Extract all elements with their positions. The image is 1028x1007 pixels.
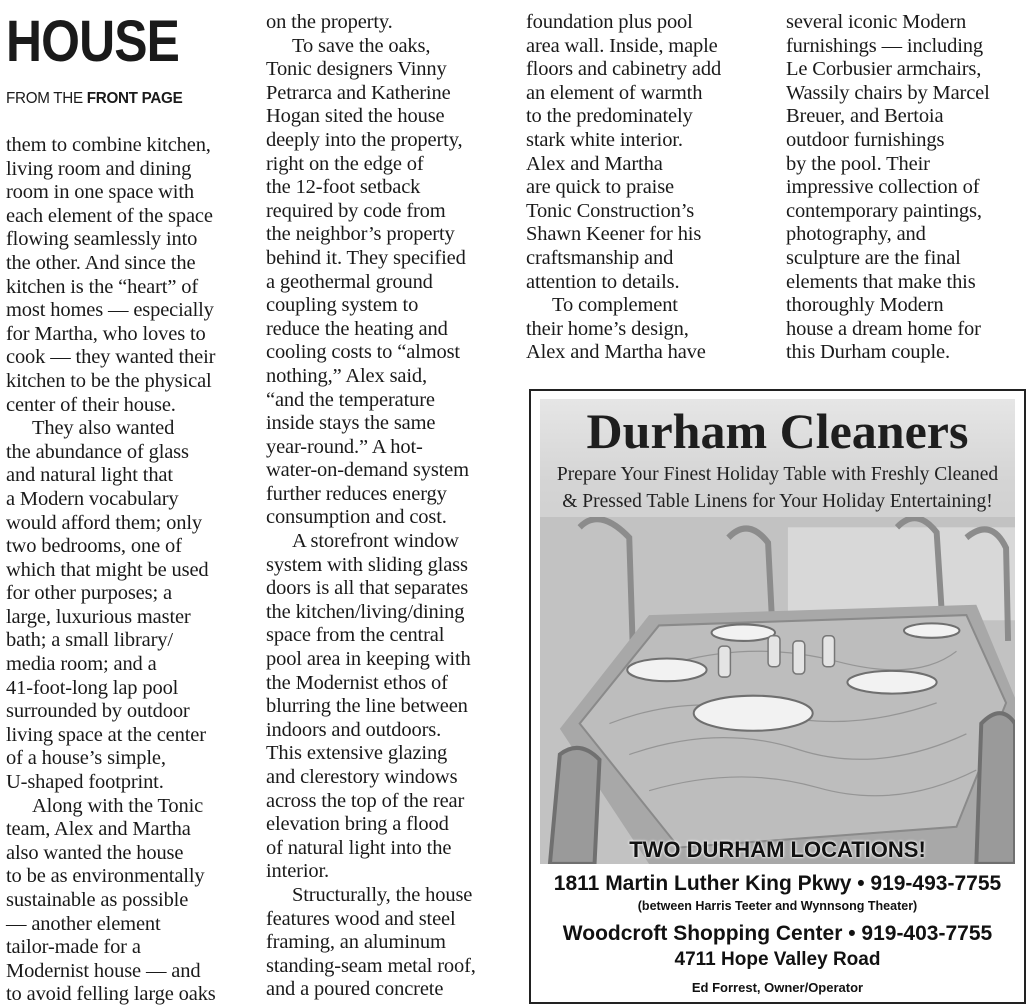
article-text-line: Tonic Construction’s xyxy=(526,199,695,222)
article-text-line: and clerestory windows xyxy=(266,766,458,788)
article-text-line: blurring the line between xyxy=(266,695,468,718)
article-text-line: the kitchen/living/dining xyxy=(266,600,465,623)
article-text-line: media room; and a xyxy=(6,653,157,676)
article-text-line: consumption and cost. xyxy=(266,506,447,529)
article-text-line: — another element xyxy=(6,912,161,935)
ad-owner: Ed Forrest, Owner/Operator xyxy=(691,980,864,995)
article-text-line: 41-foot-long lap pool xyxy=(6,676,179,699)
article-text-line: This extensive glazing xyxy=(266,742,448,765)
article-text-line: to the predominately xyxy=(526,105,693,128)
ad-location-2: Woodcroft Shopping Center • 919-403-7755 xyxy=(562,922,993,945)
article-text-line: of natural light into the xyxy=(266,836,452,859)
article-text-line: water-on-demand system xyxy=(266,459,469,482)
article-text-line: furnishings — including xyxy=(786,34,983,57)
article-text-line: the neighbor’s property xyxy=(266,223,455,246)
article-text-line: Tonic designers Vinny xyxy=(266,58,447,81)
jump-source: FRONT PAGE xyxy=(86,90,183,107)
article-text-line: the 12-foot setback xyxy=(266,176,421,199)
dining-table-illustration xyxy=(540,517,1015,864)
jump-prefix: FROM THE xyxy=(6,90,87,107)
article-text-line: system with sliding glass xyxy=(266,553,468,576)
article-text-line: house a dream home for xyxy=(786,317,981,340)
ad-title: Durham Cleaners xyxy=(586,403,969,459)
article-text-line: space from the central xyxy=(266,624,445,647)
article-text-line: deeply into the property, xyxy=(266,128,463,151)
article-text-line: by the pool. Their xyxy=(786,152,930,175)
article-text-line: “and the temperature xyxy=(266,388,435,411)
article-text-line: framing, an aluminum xyxy=(266,931,446,954)
article-text-line: standing-seam metal roof, xyxy=(266,954,476,977)
dining-table-photo xyxy=(540,517,1015,864)
article-column-4 xyxy=(786,11,1026,365)
article-text-line: foundation plus pool xyxy=(526,11,693,33)
jump-line xyxy=(6,89,182,109)
article-text-line: attention to details. xyxy=(526,270,680,293)
article-text-line: bath; a small library/ xyxy=(6,629,173,652)
article-text-line: elements that make this xyxy=(786,270,976,293)
article-text-line: Hogan sited the house xyxy=(266,105,445,128)
article-text-line: elevation bring a flood xyxy=(266,813,449,836)
article-text-line: large, luxurious master xyxy=(6,605,191,628)
article-text-line: several iconic Modern xyxy=(786,11,967,33)
ad-image-panel xyxy=(540,399,1015,864)
article-text-line: reduce the heating and xyxy=(266,317,448,340)
article-text-line: Breuer, and Bertoia xyxy=(786,105,944,128)
ad-subtitle-line-2: & Pressed Table Linens for Your Holiday Entertaining! xyxy=(562,491,993,512)
article-column-1 xyxy=(6,134,254,1007)
article-text-line: further reduces energy xyxy=(266,482,447,505)
article-text-line: pool area in keeping with xyxy=(266,648,471,671)
article-headline: HOUSE xyxy=(6,9,180,74)
article-text-line: which that might be used xyxy=(6,558,209,581)
article-text-line: Along with the Tonic xyxy=(32,794,204,817)
article-text-line: also wanted the house xyxy=(6,841,184,864)
article-text-line: and natural light that xyxy=(6,464,173,487)
ad-subtitle xyxy=(540,461,1015,515)
article-text-line: to avoid felling large oaks xyxy=(6,983,216,1006)
article-text-line: photography, and xyxy=(786,223,926,246)
article-text-line: their home’s design, xyxy=(526,317,689,340)
article-text-line: cooling costs to “almost xyxy=(266,341,460,364)
ad-locations-heading: TWO DURHAM LOCATIONS! xyxy=(629,837,926,862)
article-text-line: interior. xyxy=(266,860,329,883)
article-text-line: the other. And since the xyxy=(6,251,196,274)
article-text-line: Structurally, the house xyxy=(292,883,473,906)
article-text-line: most homes — especially xyxy=(6,299,214,322)
ad-location-1-note: (between Harris Teeter and Wynnsong Theater) xyxy=(637,899,918,913)
article-text-line: right on the edge of xyxy=(266,152,424,175)
article-column-3 xyxy=(526,11,776,365)
article-text-line: each element of the space xyxy=(6,204,213,227)
article-text-line: floors and cabinetry add xyxy=(526,58,722,81)
article-text-line: surrounded by outdoor xyxy=(6,700,190,723)
article-text-line: sculpture are the final xyxy=(786,246,961,269)
article-text-line: contemporary paintings, xyxy=(786,199,982,222)
article-text-line: indoors and outdoors. xyxy=(266,718,442,741)
article-text-line: Modernist house — and xyxy=(6,959,201,982)
article-text-line: flowing seamlessly into xyxy=(6,228,198,251)
article-text-line: craftsmanship and xyxy=(526,246,674,269)
article-text-line: the abundance of glass xyxy=(6,440,189,463)
article-text-line: are quick to praise xyxy=(526,176,674,199)
article-text-line: would afford them; only xyxy=(6,511,203,534)
article-text-line: behind it. They specified xyxy=(266,246,466,269)
article-text-line: To complement xyxy=(552,294,678,317)
article-text-line: Shawn Keener for his xyxy=(526,223,702,246)
article-text-line: cook — they wanted their xyxy=(6,346,216,369)
article-text-line: for Martha, who loves to xyxy=(6,322,206,345)
article-text-line: a Modern vocabulary xyxy=(6,487,179,510)
article-text-line: outdoor furnishings xyxy=(786,128,945,151)
article-text-line: They also wanted xyxy=(32,417,175,440)
article-text-line: Alex and Martha xyxy=(526,152,663,175)
article-text-line: area wall. Inside, maple xyxy=(526,34,718,57)
article-text-line: kitchen is the “heart” of xyxy=(6,275,199,298)
article-column-2 xyxy=(266,11,516,1002)
article-text-line: inside stays the same xyxy=(266,412,436,435)
article-text-line: doors is all that separates xyxy=(266,577,469,600)
article-text-line: kitchen to be the physical xyxy=(6,369,212,392)
article-text-line: this Durham couple. xyxy=(786,341,950,364)
article-text-line: coupling system to xyxy=(266,294,419,317)
article-text-line: Petrarca and Katherine xyxy=(266,81,451,104)
article-text-line: nothing,” Alex said, xyxy=(266,364,427,387)
article-text-line: stark white interior. xyxy=(526,128,683,151)
article-text-line: sustainable as possible xyxy=(6,889,189,911)
article-text-line: impressive collection of xyxy=(786,176,980,199)
article-text-line: Le Corbusier armchairs, xyxy=(786,58,982,81)
article-text-line: across the top of the rear xyxy=(266,789,465,812)
article-text-line: Wassily chairs by Marcel xyxy=(786,81,990,104)
article-text-line: and a poured concrete xyxy=(266,978,444,1001)
ad-location-2-address: 4711 Hope Valley Road xyxy=(674,949,881,970)
article-text-line: A storefront window xyxy=(292,530,459,553)
article-text-line: To save the oaks, xyxy=(292,34,431,57)
article-text-line: the Modernist ethos of xyxy=(266,671,448,694)
article-text-line: living room and dining xyxy=(6,157,192,180)
article-text-line: of a house’s simple, xyxy=(6,747,166,770)
article-text-line: a geothermal ground xyxy=(266,270,433,293)
article-text-line: required by code from xyxy=(266,199,446,222)
article-text-line: them to combine kitchen, xyxy=(6,134,211,156)
article-text-line: for other purposes; a xyxy=(6,582,172,605)
article-text-line: tailor-made for a xyxy=(6,936,141,959)
article-text-line: year-round.” A hot- xyxy=(266,435,423,458)
article-text-line: an element of warmth xyxy=(526,81,703,104)
article-text-line: U-shaped footprint. xyxy=(6,771,164,794)
article-text-line: on the property. xyxy=(266,11,393,33)
article-text-line: to be as environmentally xyxy=(6,865,205,888)
article-text-line: team, Alex and Martha xyxy=(6,818,191,841)
article-text-line: room in one space with xyxy=(6,181,194,204)
article-text-line: Alex and Martha have xyxy=(526,341,706,364)
ad-location-1: 1811 Martin Luther King Pkwy • 919-493-7755 xyxy=(553,872,1002,895)
article-text-line: center of their house. xyxy=(6,393,176,416)
article-text-line: two bedrooms, one of xyxy=(6,535,182,558)
article-text-line: living space at the center xyxy=(6,723,206,746)
article-text-line: thoroughly Modern xyxy=(786,294,944,317)
article-text-line: features wood and steel xyxy=(266,907,456,930)
durham-cleaners-advertisement xyxy=(529,389,1026,1004)
ad-subtitle-line-1: Prepare Your Finest Holiday Table with Freshly Cleaned xyxy=(556,464,999,485)
